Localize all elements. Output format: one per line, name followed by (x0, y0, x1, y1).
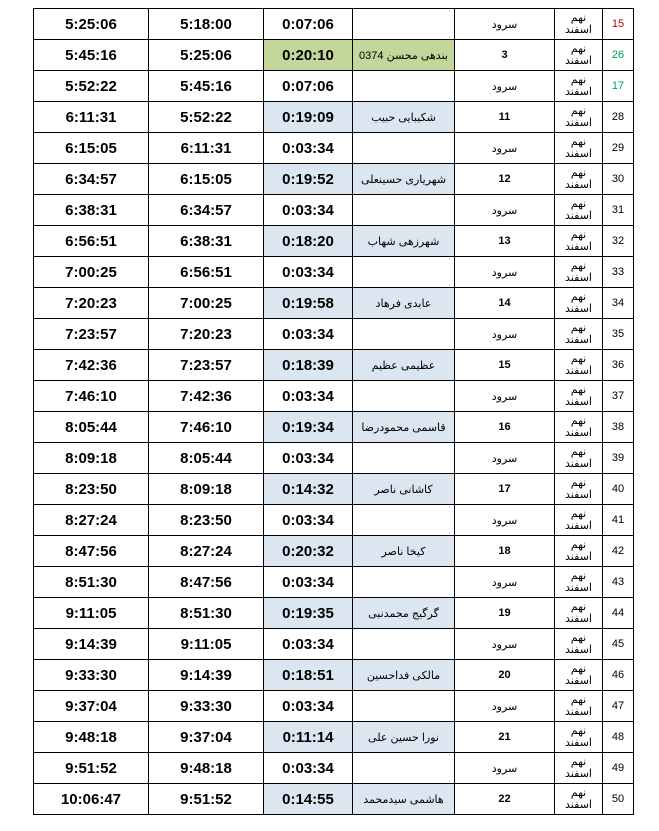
item-type-cell: سرود (455, 691, 555, 722)
day-line2: اسفند (565, 148, 592, 160)
table-row (34, 319, 634, 350)
day-cell (555, 195, 603, 226)
day-cell (555, 722, 603, 753)
day-cell (555, 226, 603, 257)
item-type-cell: 18 (455, 536, 555, 567)
duration-cell: 0:03:34 (264, 195, 353, 226)
end-time-cell: 5:45:16 (34, 40, 149, 71)
table-row (34, 505, 634, 536)
table-row (34, 40, 634, 71)
duration-cell: 0:07:06 (264, 71, 353, 102)
day-line1: نهم (570, 384, 587, 396)
start-time-cell: 7:20:23 (149, 319, 264, 350)
row-number-cell: 29 (603, 133, 634, 164)
duration-cell: 0:03:34 (264, 505, 353, 536)
day-line2: اسفند (565, 520, 592, 532)
end-time-cell: 9:33:30 (34, 660, 149, 691)
day-line1: نهم (570, 508, 587, 520)
row-number-cell: 37 (603, 381, 634, 412)
day-line1: نهم (570, 725, 587, 737)
day-line1: نهم (570, 322, 587, 334)
table-row (34, 629, 634, 660)
table-row (34, 350, 634, 381)
performer-name-cell (353, 133, 455, 164)
duration-cell: 0:18:51 (264, 660, 353, 691)
table-row (34, 474, 634, 505)
day-line1: نهم (570, 477, 587, 489)
start-time-cell: 7:23:57 (149, 350, 264, 381)
day-line2: اسفند (565, 365, 592, 377)
performer-name-cell (353, 567, 455, 598)
day-line1: نهم (570, 694, 587, 706)
item-type-cell: سرود (455, 71, 555, 102)
start-time-cell: 9:11:05 (149, 629, 264, 660)
end-time-cell: 9:48:18 (34, 722, 149, 753)
row-number-cell: 50 (603, 784, 634, 815)
performer-name-cell (353, 691, 455, 722)
day-cell (555, 40, 603, 71)
performer-name-cell (353, 753, 455, 784)
start-time-cell: 8:09:18 (149, 474, 264, 505)
day-line1: نهم (570, 663, 587, 675)
day-cell (555, 505, 603, 536)
item-type-cell: 22 (455, 784, 555, 815)
start-time-cell: 9:48:18 (149, 753, 264, 784)
day-cell (555, 629, 603, 660)
end-time-cell: 6:38:31 (34, 195, 149, 226)
start-time-cell: 5:25:06 (149, 40, 264, 71)
start-time-cell: 9:51:52 (149, 784, 264, 815)
row-number-cell: 47 (603, 691, 634, 722)
table-row (34, 443, 634, 474)
day-line1: نهم (570, 43, 587, 55)
day-line1: نهم (570, 136, 587, 148)
performer-name-cell: مالکی فداحسین (353, 660, 455, 691)
end-time-cell: 7:42:36 (34, 350, 149, 381)
item-type-cell: 11 (455, 102, 555, 133)
end-time-cell: 8:09:18 (34, 443, 149, 474)
row-number-cell: 30 (603, 164, 634, 195)
item-type-cell: سرود (455, 9, 555, 40)
day-cell (555, 567, 603, 598)
duration-cell: 0:14:55 (264, 784, 353, 815)
table-row (34, 133, 634, 164)
day-cell (555, 71, 603, 102)
day-line2: اسفند (565, 582, 592, 594)
item-type-cell: 15 (455, 350, 555, 381)
row-number-cell: 35 (603, 319, 634, 350)
performer-name-cell: گرگیج محمدنبی (353, 598, 455, 629)
day-cell (555, 381, 603, 412)
item-type-cell: سرود (455, 567, 555, 598)
duration-cell: 0:18:39 (264, 350, 353, 381)
item-type-cell: سرود (455, 629, 555, 660)
schedule-table (33, 8, 634, 815)
day-cell (555, 474, 603, 505)
day-line1: نهم (570, 74, 587, 86)
schedule-body (34, 9, 634, 815)
performer-name-cell (353, 381, 455, 412)
performer-name-cell (353, 71, 455, 102)
day-line2: اسفند (565, 179, 592, 191)
duration-cell: 0:19:52 (264, 164, 353, 195)
row-number-cell: 45 (603, 629, 634, 660)
performer-name-cell: عابدی فرهاد (353, 288, 455, 319)
row-number-cell: 26 (603, 40, 634, 71)
day-line1: نهم (570, 570, 587, 582)
item-type-cell: سرود (455, 195, 555, 226)
day-line2: اسفند (565, 55, 592, 67)
duration-cell: 0:03:34 (264, 381, 353, 412)
start-time-cell: 9:37:04 (149, 722, 264, 753)
duration-cell: 0:03:34 (264, 629, 353, 660)
start-time-cell: 6:15:05 (149, 164, 264, 195)
day-cell (555, 412, 603, 443)
performer-name-cell: نورا حسین علی (353, 722, 455, 753)
duration-cell: 0:03:34 (264, 753, 353, 784)
duration-cell: 0:03:34 (264, 133, 353, 164)
day-cell (555, 257, 603, 288)
day-line2: اسفند (565, 458, 592, 470)
performer-name-cell: شهرزهی شهاب (353, 226, 455, 257)
row-number-cell: 39 (603, 443, 634, 474)
table-row (34, 195, 634, 226)
row-number-cell: 49 (603, 753, 634, 784)
end-time-cell: 8:47:56 (34, 536, 149, 567)
performer-name-cell: کیخا ناصر (353, 536, 455, 567)
item-type-cell: سرود (455, 753, 555, 784)
performer-name-cell (353, 257, 455, 288)
duration-cell: 0:03:34 (264, 319, 353, 350)
duration-cell: 0:07:06 (264, 9, 353, 40)
row-number-cell: 40 (603, 474, 634, 505)
row-number-cell: 38 (603, 412, 634, 443)
day-line1: نهم (570, 260, 587, 272)
end-time-cell: 7:00:25 (34, 257, 149, 288)
end-time-cell: 5:52:22 (34, 71, 149, 102)
start-time-cell: 5:45:16 (149, 71, 264, 102)
day-line2: اسفند (565, 117, 592, 129)
performer-name-cell: هاشمی سیدمحمد (353, 784, 455, 815)
row-number-cell: 44 (603, 598, 634, 629)
day-cell (555, 288, 603, 319)
performer-name-cell (353, 195, 455, 226)
end-time-cell: 8:05:44 (34, 412, 149, 443)
item-type-cell: سرود (455, 319, 555, 350)
duration-cell: 0:20:10 (264, 40, 353, 71)
day-cell (555, 536, 603, 567)
end-time-cell: 8:51:30 (34, 567, 149, 598)
row-number-cell: 46 (603, 660, 634, 691)
day-line1: نهم (570, 601, 587, 613)
day-cell (555, 753, 603, 784)
day-cell (555, 443, 603, 474)
start-time-cell: 8:05:44 (149, 443, 264, 474)
item-type-cell: 3 (455, 40, 555, 71)
start-time-cell: 9:33:30 (149, 691, 264, 722)
day-line2: اسفند (565, 396, 592, 408)
start-time-cell: 8:47:56 (149, 567, 264, 598)
end-time-cell: 6:56:51 (34, 226, 149, 257)
day-line2: اسفند (565, 706, 592, 718)
performer-name-cell (353, 443, 455, 474)
row-number-cell: 42 (603, 536, 634, 567)
day-line2: اسفند (565, 86, 592, 98)
end-time-cell: 9:11:05 (34, 598, 149, 629)
day-line1: نهم (570, 632, 587, 644)
end-time-cell: 9:37:04 (34, 691, 149, 722)
item-type-cell: سرود (455, 257, 555, 288)
day-cell (555, 133, 603, 164)
table-row (34, 753, 634, 784)
row-number-cell: 17 (603, 71, 634, 102)
day-line1: نهم (570, 756, 587, 768)
performer-name-cell (353, 9, 455, 40)
duration-cell: 0:19:58 (264, 288, 353, 319)
start-time-cell: 6:34:57 (149, 195, 264, 226)
start-time-cell: 5:18:00 (149, 9, 264, 40)
day-cell (555, 164, 603, 195)
end-time-cell: 7:20:23 (34, 288, 149, 319)
day-line2: اسفند (565, 334, 592, 346)
day-line1: نهم (570, 12, 587, 24)
table-row (34, 288, 634, 319)
end-time-cell: 6:15:05 (34, 133, 149, 164)
item-type-cell: سرود (455, 505, 555, 536)
row-number-cell: 33 (603, 257, 634, 288)
end-time-cell: 7:46:10 (34, 381, 149, 412)
day-line2: اسفند (565, 241, 592, 253)
item-type-cell: سرود (455, 443, 555, 474)
end-time-cell: 9:51:52 (34, 753, 149, 784)
day-cell (555, 660, 603, 691)
item-type-cell: 17 (455, 474, 555, 505)
table-row (34, 257, 634, 288)
item-type-cell: سرود (455, 381, 555, 412)
end-time-cell: 10:06:47 (34, 784, 149, 815)
day-cell (555, 691, 603, 722)
duration-cell: 0:03:34 (264, 257, 353, 288)
row-number-cell: 48 (603, 722, 634, 753)
day-line2: اسفند (565, 272, 592, 284)
day-line2: اسفند (565, 737, 592, 749)
item-type-cell: 12 (455, 164, 555, 195)
start-time-cell: 6:11:31 (149, 133, 264, 164)
day-line2: اسفند (565, 551, 592, 563)
row-number-cell: 34 (603, 288, 634, 319)
day-line2: اسفند (565, 613, 592, 625)
day-line1: نهم (570, 291, 587, 303)
row-number-cell: 31 (603, 195, 634, 226)
day-cell (555, 319, 603, 350)
duration-cell: 0:19:34 (264, 412, 353, 443)
end-time-cell: 8:27:24 (34, 505, 149, 536)
table-row (34, 722, 634, 753)
performer-name-cell (353, 629, 455, 660)
day-line2: اسفند (565, 24, 592, 36)
day-line1: نهم (570, 229, 587, 241)
day-line2: اسفند (565, 768, 592, 780)
day-line1: نهم (570, 353, 587, 365)
row-number-cell: 43 (603, 567, 634, 598)
table-row (34, 536, 634, 567)
duration-cell: 0:18:20 (264, 226, 353, 257)
start-time-cell: 8:27:24 (149, 536, 264, 567)
start-time-cell: 7:42:36 (149, 381, 264, 412)
table-row (34, 226, 634, 257)
start-time-cell: 7:46:10 (149, 412, 264, 443)
duration-cell: 0:14:32 (264, 474, 353, 505)
duration-cell: 0:03:34 (264, 691, 353, 722)
table-row (34, 102, 634, 133)
performer-name-cell (353, 319, 455, 350)
start-time-cell: 8:51:30 (149, 598, 264, 629)
row-number-cell: 36 (603, 350, 634, 381)
performer-name-cell: کاشانی ناصر (353, 474, 455, 505)
day-cell (555, 9, 603, 40)
performer-name-cell: بندهی محسن 0374 (353, 40, 455, 71)
item-type-cell: 14 (455, 288, 555, 319)
start-time-cell: 8:23:50 (149, 505, 264, 536)
day-line1: نهم (570, 787, 587, 799)
end-time-cell: 7:23:57 (34, 319, 149, 350)
table-row (34, 71, 634, 102)
item-type-cell: 19 (455, 598, 555, 629)
table-row (34, 164, 634, 195)
duration-cell: 0:03:34 (264, 567, 353, 598)
duration-cell: 0:20:32 (264, 536, 353, 567)
duration-cell: 0:03:34 (264, 443, 353, 474)
table-row (34, 784, 634, 815)
day-line1: نهم (570, 415, 587, 427)
day-line1: نهم (570, 446, 587, 458)
item-type-cell: 21 (455, 722, 555, 753)
start-time-cell: 9:14:39 (149, 660, 264, 691)
item-type-cell: سرود (455, 133, 555, 164)
item-type-cell: 20 (455, 660, 555, 691)
row-number-cell: 15 (603, 9, 634, 40)
day-line2: اسفند (565, 489, 592, 501)
table-row (34, 412, 634, 443)
start-time-cell: 7:00:25 (149, 288, 264, 319)
day-line1: نهم (570, 539, 587, 551)
start-time-cell: 6:38:31 (149, 226, 264, 257)
day-line1: نهم (570, 105, 587, 117)
performer-name-cell: عظیمی عظیم (353, 350, 455, 381)
table-row (34, 381, 634, 412)
day-line2: اسفند (565, 427, 592, 439)
day-cell (555, 784, 603, 815)
performer-name-cell: شهریاری حسینعلی (353, 164, 455, 195)
table-row (34, 660, 634, 691)
day-line1: نهم (570, 198, 587, 210)
day-line2: اسفند (565, 210, 592, 222)
start-time-cell: 5:52:22 (149, 102, 264, 133)
day-line2: اسفند (565, 644, 592, 656)
day-line2: اسفند (565, 799, 592, 811)
day-line2: اسفند (565, 303, 592, 315)
day-cell (555, 350, 603, 381)
row-number-cell: 32 (603, 226, 634, 257)
end-time-cell: 8:23:50 (34, 474, 149, 505)
performer-name-cell: قاسمی محمودرضا (353, 412, 455, 443)
day-cell (555, 102, 603, 133)
end-time-cell: 6:34:57 (34, 164, 149, 195)
day-line2: اسفند (565, 675, 592, 687)
end-time-cell: 6:11:31 (34, 102, 149, 133)
table-row (34, 691, 634, 722)
start-time-cell: 6:56:51 (149, 257, 264, 288)
duration-cell: 0:19:35 (264, 598, 353, 629)
table-row (34, 9, 634, 40)
row-number-cell: 28 (603, 102, 634, 133)
performer-name-cell: شکیبایی حبیب (353, 102, 455, 133)
end-time-cell: 5:25:06 (34, 9, 149, 40)
table-row (34, 598, 634, 629)
table-row (34, 567, 634, 598)
day-cell (555, 598, 603, 629)
end-time-cell: 9:14:39 (34, 629, 149, 660)
day-line1: نهم (570, 167, 587, 179)
performer-name-cell (353, 505, 455, 536)
item-type-cell: 13 (455, 226, 555, 257)
row-number-cell: 41 (603, 505, 634, 536)
duration-cell: 0:19:09 (264, 102, 353, 133)
duration-cell: 0:11:14 (264, 722, 353, 753)
item-type-cell: 16 (455, 412, 555, 443)
